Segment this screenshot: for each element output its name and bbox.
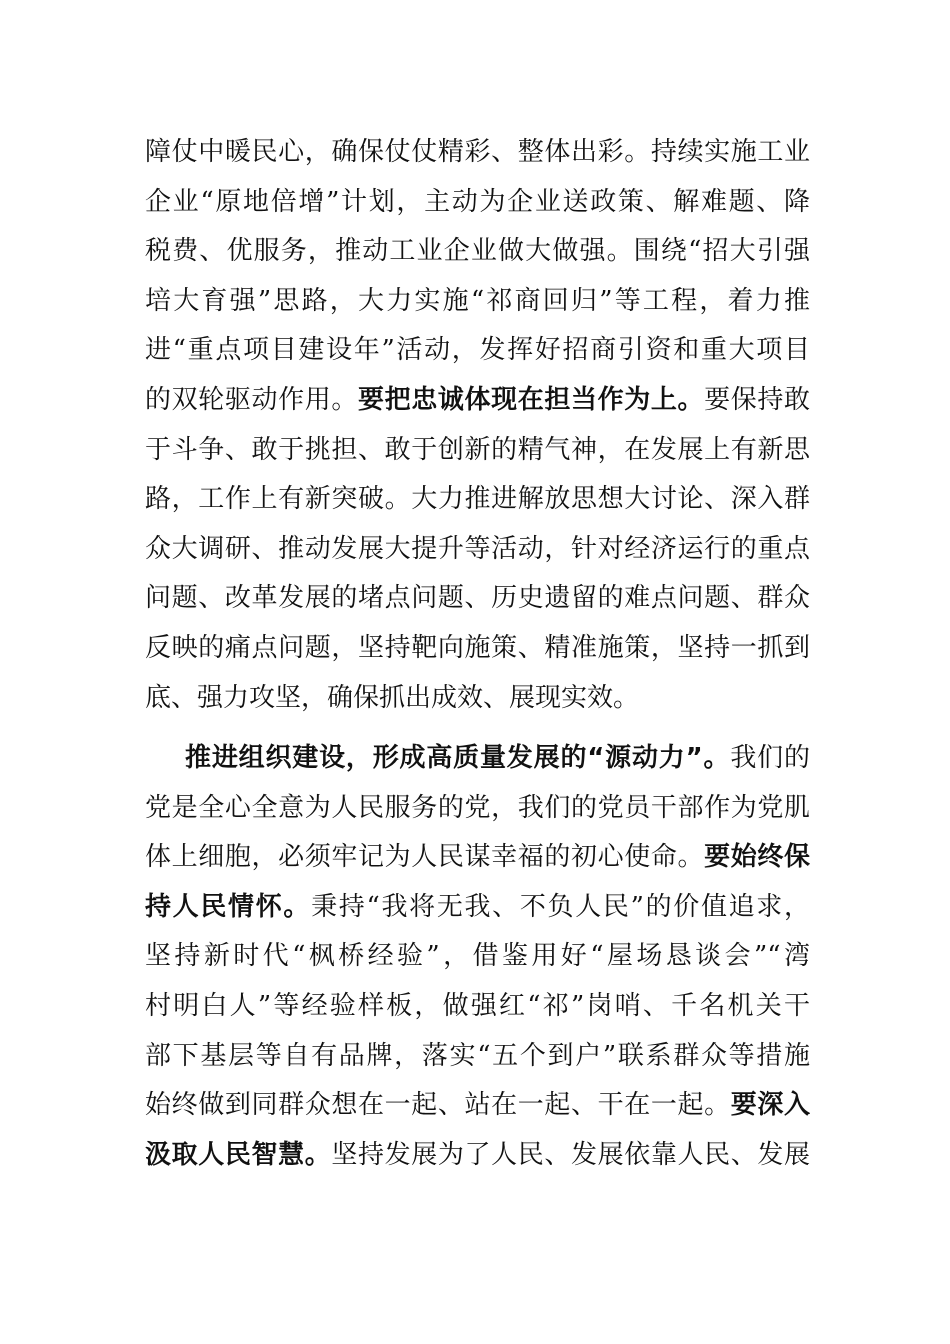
text-line bbox=[145, 376, 810, 426]
body-text: 部下基层等自有品牌，落实“五个到户”联系群众等措施 bbox=[145, 1040, 810, 1071]
bold-text: 要深入 bbox=[730, 1090, 810, 1121]
text-line bbox=[145, 574, 810, 624]
text-line bbox=[145, 674, 810, 724]
text-line bbox=[145, 1032, 810, 1082]
body-text: 党是全心全意为人民服务的党，我们的党员干部作为党肌 bbox=[145, 792, 810, 823]
text-line bbox=[145, 277, 810, 327]
body-text: 的双轮驱动作用。 bbox=[145, 384, 358, 415]
text-line bbox=[145, 932, 810, 982]
paragraph-2 bbox=[145, 734, 810, 1180]
bold-text: 要把忠诚体现在担当作为上。 bbox=[358, 384, 705, 415]
text-line bbox=[145, 1081, 810, 1131]
body-text: 税费、优服务，推动工业企业做大做强。围绕“招大引强 bbox=[145, 236, 810, 267]
text-line bbox=[145, 178, 810, 228]
body-text: 路，工作上有新突破。大力推进解放思想大讨论、深入群 bbox=[145, 484, 810, 515]
body-text: 坚持新时代“枫桥经验”，借鉴用好“屋场恳谈会”“湾 bbox=[145, 941, 810, 972]
body-text: 培大育强”思路，大力实施“祁商回归”等工程，着力推 bbox=[145, 285, 810, 316]
body-text: 众大调研、推动发展大提升等活动，针对经济运行的重点 bbox=[145, 533, 810, 564]
bold-text: 要始终保 bbox=[704, 842, 810, 873]
body-text: 障仗中暖民心，确保仗仗精彩、整体出彩。持续实施工业 bbox=[145, 137, 810, 167]
text-line bbox=[145, 734, 810, 784]
body-text: 反映的痛点问题，坚持靶向施策、精准施策，坚持一抓到 bbox=[145, 632, 810, 663]
body-text: 坚持发展为了人民、发展依靠人民、发展 bbox=[331, 1139, 810, 1170]
body-text: 我们的 bbox=[730, 743, 810, 773]
text-line bbox=[145, 624, 810, 674]
text-line bbox=[145, 227, 810, 277]
bold-text: 持人民情怀。 bbox=[145, 891, 312, 922]
body-text: 村明白人”等经验样板，做强红“祁”岗哨、千名机关干 bbox=[145, 990, 810, 1021]
body-text: 问题、改革发展的堵点问题、历史遗留的难点问题、群众 bbox=[145, 583, 810, 614]
text-line bbox=[145, 883, 810, 933]
bold-text: 推进组织建设，形成高质量发展的“源动力”。 bbox=[185, 743, 731, 773]
bold-text: 汲取人民智慧。 bbox=[145, 1139, 332, 1170]
body-text: 企业“原地倍增”计划，主动为企业送政策、解难题、降 bbox=[145, 186, 810, 217]
body-text: 于斗争、敢于挑担、敢于创新的精气神，在发展上有新思 bbox=[145, 434, 810, 465]
text-line bbox=[145, 982, 810, 1032]
text-line bbox=[145, 128, 810, 178]
text-line bbox=[145, 833, 810, 883]
body-text: 进“重点项目建设年”活动，发挥好招商引资和重大项目 bbox=[145, 335, 810, 366]
text-line bbox=[145, 1131, 810, 1181]
body-text: 要保持敢 bbox=[704, 384, 810, 415]
text-line bbox=[145, 326, 810, 376]
body-text: 秉持“我将无我、不负人民”的价值追求， bbox=[311, 891, 810, 922]
text-line bbox=[145, 426, 810, 476]
paragraph-1 bbox=[145, 128, 810, 723]
text-line bbox=[145, 784, 810, 834]
text-line bbox=[145, 475, 810, 525]
body-text: 始终做到同群众想在一起、站在一起、干在一起。 bbox=[145, 1090, 731, 1121]
text-line bbox=[145, 525, 810, 575]
body-text: 底、强力攻坚，确保抓出成效、展现实效。 bbox=[145, 682, 640, 713]
body-text: 体上细胞，必须牢记为人民谋幸福的初心使命。 bbox=[145, 842, 705, 873]
